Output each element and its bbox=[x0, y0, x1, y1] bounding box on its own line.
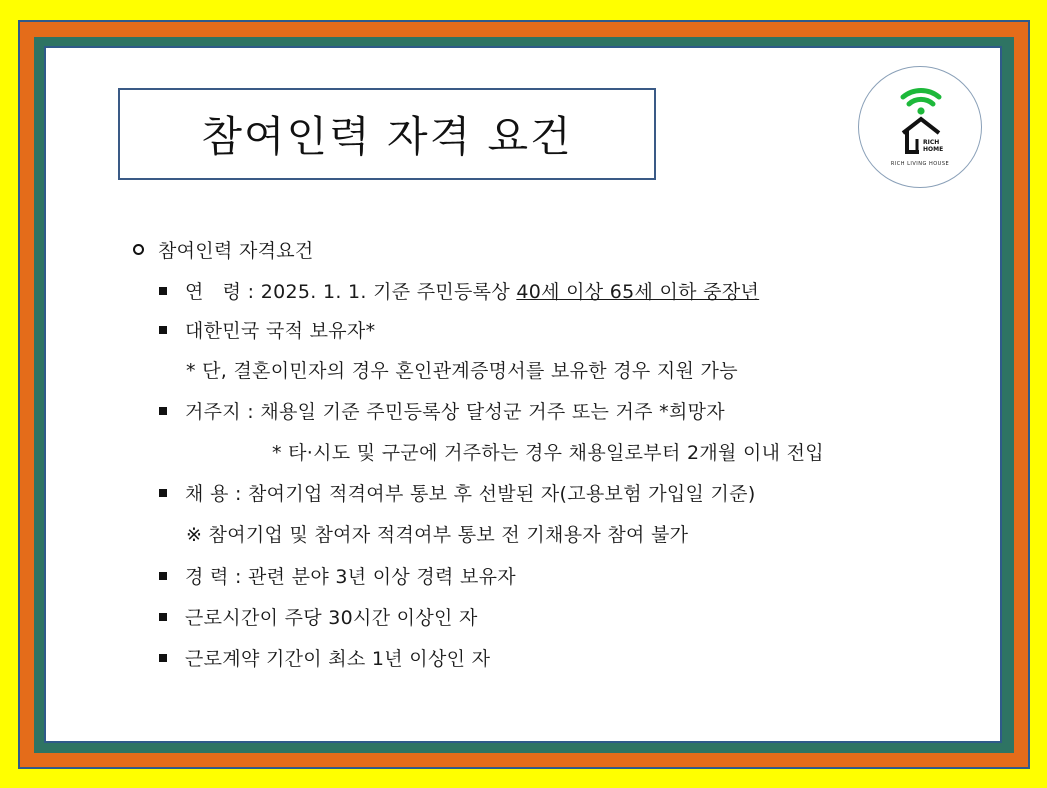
square-bullet-icon bbox=[159, 572, 167, 580]
logo-brand-line2: HOME bbox=[923, 146, 944, 153]
list-item bbox=[159, 603, 478, 630]
square-bullet-icon bbox=[159, 407, 167, 415]
list-item bbox=[159, 397, 725, 424]
note-line bbox=[186, 356, 738, 383]
list-item bbox=[159, 277, 759, 304]
square-bullet-icon bbox=[159, 654, 167, 662]
logo-tagline: RICH LIVING HOUSE bbox=[890, 161, 950, 167]
work-hours-text: 근로시간이 주당 30시간 이상인 자 bbox=[185, 607, 478, 629]
list-item bbox=[159, 479, 756, 506]
age-range-underlined: 40세 이상 65세 이하 중장년 bbox=[516, 281, 760, 303]
age-requirement-text: 연 령 : 2025. 1. 1. 기준 주민등록상 bbox=[185, 281, 517, 303]
contract-period-text: 근로계약 기간이 최소 1년 이상인 자 bbox=[185, 648, 491, 670]
list-item bbox=[159, 562, 516, 589]
prior-hire-note: ※ 참여기업 및 참여자 적격여부 통보 전 기채용자 참여 불가 bbox=[186, 524, 689, 546]
residence-text: 거주지 : 채용일 기준 주민등록상 달성군 거주 또는 거주 *희망자 bbox=[185, 401, 725, 423]
square-bullet-icon bbox=[159, 613, 167, 621]
section-heading: 참여인력 자격요건 bbox=[158, 240, 314, 262]
square-bullet-icon bbox=[159, 287, 167, 295]
hiring-text: 채 용 : 참여기업 적격여부 통보 후 선발된 자(고용보험 가입일 기준) bbox=[185, 483, 756, 505]
circle-bullet-icon bbox=[133, 244, 144, 255]
relocation-note: * 타·시도 및 구군에 거주하는 경우 채용일로부터 2개월 이내 전입 bbox=[272, 442, 824, 464]
note-line bbox=[186, 520, 688, 547]
list-item bbox=[159, 644, 490, 671]
slide-title: 참여인력 자격 요건 bbox=[201, 112, 573, 161]
note-line bbox=[272, 438, 824, 465]
section-heading-row bbox=[133, 236, 314, 263]
experience-text: 경 력 : 관련 분야 3년 이상 경력 보유자 bbox=[185, 566, 516, 588]
list-item bbox=[159, 316, 375, 343]
square-bullet-icon bbox=[159, 489, 167, 497]
marriage-migrant-note: * 단, 결혼이민자의 경우 혼인관계증명서를 보유한 경우 지원 가능 bbox=[186, 360, 738, 382]
logo-brand-line1: RICH bbox=[923, 139, 940, 146]
square-bullet-icon bbox=[159, 326, 167, 334]
nationality-text: 대한민국 국적 보유자* bbox=[185, 320, 376, 342]
